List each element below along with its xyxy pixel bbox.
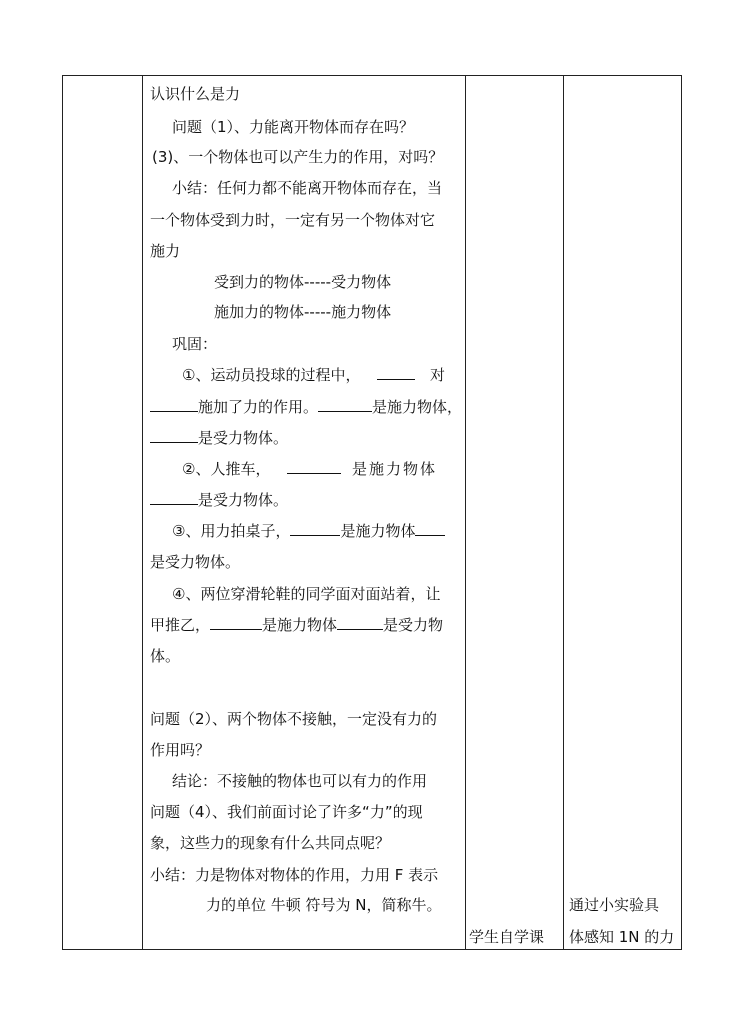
answer-blank[interactable]	[150, 428, 198, 443]
answer-blank[interactable]	[210, 615, 262, 630]
exercise-2-line2	[150, 489, 288, 510]
exercise-text: ③、用力拍桌子，	[172, 522, 291, 540]
student-activity-cell: 学生自学课	[469, 928, 545, 946]
exercise-1-line3	[150, 427, 288, 448]
exercise-text: ①、运动员投球的过程中，	[182, 366, 361, 384]
exercise-text: 是施力物体	[262, 616, 338, 634]
content-line: 力的单位 牛顿 符号为 N，简称牛。	[206, 896, 442, 914]
answer-blank[interactable]	[287, 459, 341, 474]
content-line: 施力	[150, 242, 181, 260]
exercise-1-line1	[182, 364, 445, 385]
content-line: 作用吗？	[150, 741, 211, 759]
content-line: 受到力的物体-----受力物体	[214, 273, 392, 291]
exercise-text: 是施力物体，	[372, 398, 463, 416]
exercise-text: 对	[430, 366, 446, 384]
answer-blank[interactable]	[337, 615, 383, 630]
content-line: 体。	[150, 647, 181, 665]
answer-blank[interactable]	[150, 490, 198, 505]
design-intent-line: 通过小实验具	[569, 896, 660, 914]
content-line: 问题（4）、我们前面讨论了许多“力”的现	[150, 803, 423, 821]
content-line: 认识什么是力	[150, 85, 241, 103]
exercise-text: 是施力物体	[340, 522, 416, 540]
exercise-text: ②、人推车，	[182, 460, 271, 478]
column-divider	[563, 76, 564, 949]
exercise-text: 是施力物体	[352, 460, 438, 478]
content-line: 象，这些力的现象有什么共同点呢？	[150, 834, 391, 852]
content-line: 一个物体受到力时，一定有另一个物体对它	[150, 211, 436, 229]
content-line: 问题（1）、力能离开物体而存在吗？	[172, 118, 415, 136]
answer-blank[interactable]	[318, 397, 372, 412]
content-line: 小结：任何力都不能离开物体而存在，当	[172, 179, 443, 197]
answer-blank[interactable]	[290, 521, 340, 536]
content-line: ④、两位穿滑轮鞋的同学面对面站着，让	[172, 585, 441, 603]
exercise-text: 是受力物体。	[198, 429, 289, 447]
exercise-text: 是受力物体。	[198, 491, 289, 509]
content-line: 小结：力是物体对物体的作用，力用 F 表示	[150, 866, 439, 884]
answer-blank[interactable]	[150, 397, 198, 412]
answer-blank[interactable]	[415, 521, 445, 536]
column-divider	[465, 76, 466, 949]
exercise-1-line2	[150, 396, 462, 417]
column-divider	[142, 76, 143, 949]
exercise-4-line2	[150, 614, 443, 635]
design-intent-line: 体感知 1N 的力	[569, 928, 675, 946]
content-line: 施加力的物体-----施力物体	[214, 303, 392, 321]
exercise-3-line1	[172, 520, 445, 541]
content-line: (3)、一个物体也可以产生力的作用，对吗？	[152, 148, 444, 166]
exercise-text: 是受力物	[383, 616, 444, 634]
exercise-2-line1	[182, 458, 437, 479]
exercise-text: 甲推乙，	[150, 616, 211, 634]
content-line: 是受力物体。	[150, 553, 241, 571]
content-line: 巩固：	[172, 335, 218, 353]
content-line: 问题（2）、两个物体不接触，一定没有力的	[150, 710, 438, 728]
content-line: 结论：不接触的物体也可以有力的作用	[172, 772, 428, 790]
exercise-text: 施加了力的作用。	[198, 398, 319, 416]
answer-blank[interactable]	[377, 365, 415, 380]
